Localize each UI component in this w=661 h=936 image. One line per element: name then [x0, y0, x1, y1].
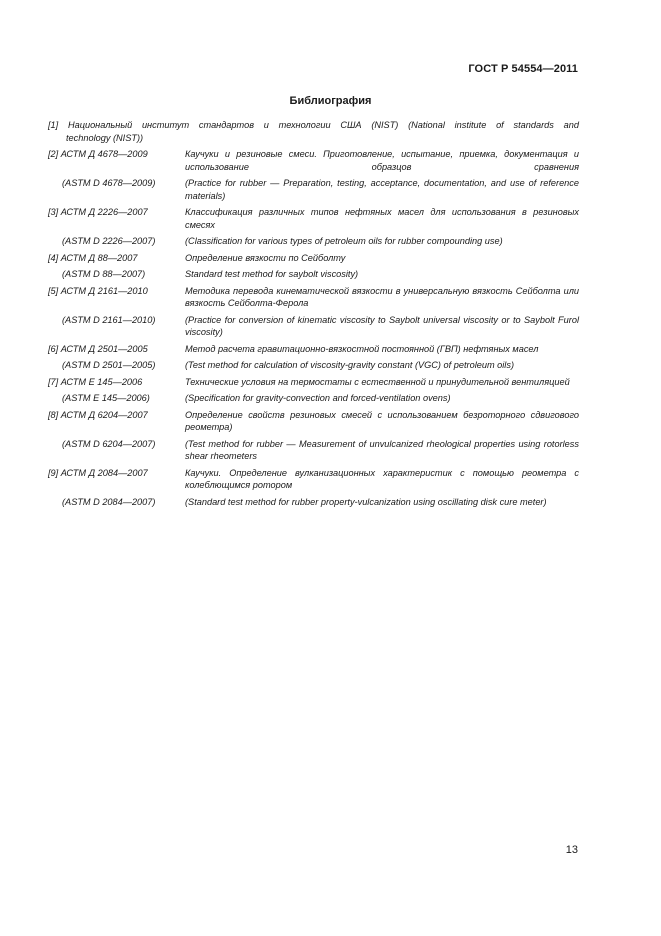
standard-description: Каучуки. Определение вулканизационных характеристик с помощью реометра с колеблющимся ротором	[185, 467, 579, 490]
standard-code: [2] АСТМ Д 4678—2009	[48, 149, 148, 159]
bibliography-entry-original	[48, 496, 579, 509]
original-standard-code: (ASTM E 145—2006)	[62, 393, 150, 403]
standard-code: [4] АСТМ Д 88—2007	[48, 252, 138, 263]
bibliography-entry-original	[48, 392, 579, 405]
standard-code: [3] АСТМ Д 2226—2007	[48, 207, 148, 217]
standard-code: [9] АСТМ Д 2084—2007	[48, 467, 148, 478]
page-number: 13	[565, 844, 578, 856]
original-standard-code: (ASTM D 88—2007)	[62, 269, 146, 279]
entry-1-word: (National	[408, 120, 445, 130]
bibliography-entry	[48, 376, 579, 389]
entry-1-continuation: technology (NIST))	[66, 132, 144, 143]
standard-code: [6] АСТМ Д 2501—2005	[48, 343, 148, 354]
entry-1-word: США	[340, 120, 362, 130]
original-standard-code: (ASTM D 2084—2007)	[62, 496, 156, 507]
standard-description: Определение вязкости по Сейболту	[185, 252, 346, 263]
standard-description: Метод расчета гравитационно-вязкостной постоянной (ГВП) нефтяных масел	[185, 343, 539, 354]
original-standard-code: (ASTM D 2161—2010)	[62, 314, 156, 325]
standard-description: Методика перевода кинематической вязкости в универсальную вязкость Сейболта или вязкость Сейболта-Ферола	[185, 285, 579, 308]
bibliography-entry	[48, 206, 579, 231]
entry-1-word: институт	[141, 120, 190, 130]
original-standard-code: (ASTM D 2226—2007)	[62, 236, 156, 246]
original-standard-description: (Specification for gravity-convection and forced-ventilation ovens)	[185, 393, 451, 403]
bibliography-entry-original	[48, 359, 579, 372]
original-standard-code: (ASTM D 4678—2009)	[62, 178, 156, 188]
document-code: ГОСТ Р 54554—2011	[468, 63, 578, 75]
entry-1-first-line	[48, 119, 579, 132]
bibliography-entry-original	[48, 177, 579, 202]
original-standard-description: Standard test method for saybolt viscosity)	[185, 269, 359, 279]
bibliography-title: Библиография	[289, 95, 372, 107]
original-standard-description: (Classification for various types of petroleum oils for rubber compounding use)	[185, 236, 503, 246]
original-standard-code: (ASTM D 2501—2005)	[62, 360, 156, 370]
entry-1-word: Национальный	[67, 120, 133, 130]
standard-code: [5] АСТМ Д 2161—2010	[48, 285, 148, 296]
entry-1-word: standards	[513, 120, 554, 130]
standard-description: Технические условия на термостаты с естественной и принудительной вентиляцией	[185, 376, 570, 387]
bibliography-entry	[48, 467, 579, 492]
bibliography-entry	[48, 343, 579, 356]
bibliography-entry-1	[48, 119, 579, 144]
entry-1-word: стандартов	[198, 120, 254, 130]
original-standard-code: (ASTM D 6204—2007)	[62, 438, 156, 449]
bibliography-list	[48, 148, 579, 512]
entry-1-word: and	[563, 120, 579, 130]
bibliography-entry-original	[48, 438, 579, 463]
original-standard-description: (Practice for conversion of kinematic viscosity to Saybolt universal viscosity or to Saybolt Furol viscosity)	[185, 314, 579, 337]
original-standard-description: (Practice for rubber — Preparation, testing, acceptance, documentation, and use of reference materials)	[185, 178, 579, 201]
bibliography-entry	[48, 252, 579, 265]
original-standard-description: (Standard test method for rubber property-vulcanization using oscillating disk cure meter)	[185, 496, 547, 507]
original-standard-description: (Test method for rubber — Measurement of unvulcanized rheological properties using rotorless shear rheometers	[185, 438, 579, 461]
bibliography-entry	[48, 409, 579, 434]
standard-code: [7] АСТМ Е 145—2006	[48, 376, 143, 387]
original-standard-description: (Test method for calculation of viscosity-gravity constant (VGC) of petroleum oils)	[185, 360, 515, 370]
entry-1-word: of	[496, 120, 504, 130]
standard-code: [8] АСТМ Д 6204—2007	[48, 409, 148, 420]
bibliography-entry	[48, 285, 579, 310]
entry-1-word: и	[263, 120, 269, 130]
entry-1-word: (NIST)	[371, 120, 399, 130]
bibliography-entry-original	[48, 235, 579, 248]
entry-1-word: institute	[454, 120, 487, 130]
standard-description: Определение свойств резиновых смесей с использованием безроторного сдвигового реометра)	[185, 409, 579, 432]
standard-description: Каучуки и резиновые смеси. Приготовление, испытание, приемка, документация и использование образцов сравнения	[185, 149, 579, 172]
bibliography-entry	[48, 148, 579, 173]
entry-1-word: [1]	[48, 120, 59, 130]
bibliography-entry-original	[48, 314, 579, 339]
bibliography-entry-original	[48, 268, 579, 281]
standard-description: Классификация различных типов нефтяных масел для использования в резиновых смесях	[185, 207, 579, 230]
entry-1-word: технологии	[278, 120, 331, 130]
